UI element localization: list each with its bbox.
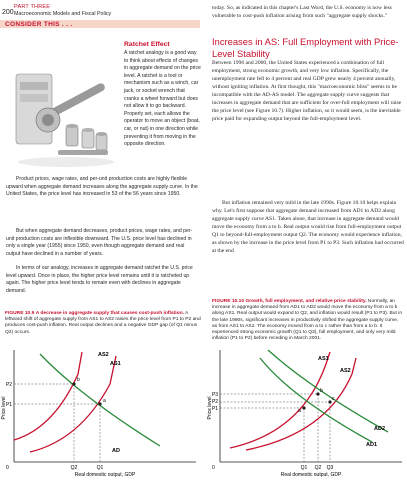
- point-a: [302, 406, 305, 409]
- consider-paragraph-2: Product prices, wage rates, and per-unit production costs are highly flexible upward when aggregate demand increases along the aggregate supply curve. In the United States, the price level has increased in 53 of the 56 years since 1950.: [6, 176, 198, 198]
- q3-tick: Q3: [326, 465, 334, 471]
- x-axis-label: Real domestic output, GDP: [280, 472, 342, 478]
- ad2-label: AD2: [374, 426, 386, 432]
- origin-label: 0: [212, 465, 215, 471]
- ad2-curve: [268, 350, 388, 432]
- as1-label: AS1: [318, 356, 329, 362]
- ad-label: AD: [112, 448, 120, 454]
- p2-tick: P2: [211, 399, 219, 405]
- figure-10-9-text: A leftward shift of aggregate supply from AS1 to AS2 raises the price level from P1 to P2 and produces cost-push inflation. Real output declines and a negative GDP gap (of Q1 minus Q2) occurs.: [5, 311, 201, 335]
- point-a: [98, 402, 101, 405]
- ratchet-effect-title: Ratchet Effect: [124, 41, 170, 48]
- q1-tick: Q1: [300, 465, 308, 471]
- ratchet-wrench-image: [8, 34, 118, 172]
- body-paragraph-1: Between 1996 and 2000, the United States experienced a combination of full employment, strong economic growth, and very low inflation. Specifically, the unemployment rate fell to 4 percent and real GDP grew nearly 4 percent annually, without igniting inflation. At first thought, this "macroeconomic bliss" seems to be incompatible with the AD-AS model. The aggregate supply curve suggests that increases in aggregate demand that are sufficient for over-full employment will raise the price level (see Figure 10.7). Higher inflation, so it would seem, is the inevitable price paid for expanding output beyond the full-employment level.: [212, 60, 402, 122]
- body-paragraph-2: But inflation remained very mild in the late 1990s. Figure 10.10 helps explain why. Let's first suppose that aggregate demand increased from AD1 to AD2 along aggregate supply curve AS1. Taken alone, that increase in aggregate demand would move the economy from a to b. Real output would rise from full-employment output Q1 to beyond-full-employment output Q2. The economy would experience inflation, as shown by the increase in the price level from P1 to P3. Such inflation had occurred at the end: [212, 200, 404, 254]
- x-axis-label: Real domestic output, GDP: [74, 472, 136, 478]
- figure-10-9-label: FIGURE 10.9: [5, 311, 35, 316]
- point-c-label: c: [332, 396, 335, 402]
- q1-tick: Q1: [96, 465, 104, 471]
- consider-paragraph-4: In terms of our analogy, increases in aggregate demand ratchet the U.S. price level upward. Once in place, the higher price level remains until it is ratcheted up again. The higher price level tends to remain even with declines in aggregate demand.: [6, 265, 193, 294]
- q2-tick: Q2: [70, 465, 78, 471]
- p3-tick: P3: [211, 392, 219, 398]
- figure-10-9-graph: [0, 348, 200, 478]
- figure-10-10-label: FIGURE 10.10: [212, 299, 245, 304]
- figure-10-9-caption: [5, 311, 205, 336]
- consider-this-label: CONSIDER THIS . . .: [5, 21, 73, 28]
- point-a-label: a: [103, 398, 106, 404]
- p1-tick: P1: [211, 406, 219, 412]
- as2-label: AS2: [340, 368, 351, 374]
- as2-curve: [14, 352, 82, 440]
- point-b-label: b: [77, 377, 80, 383]
- y-axis-label: Price level: [207, 396, 213, 420]
- figure-10-10-graph: [206, 348, 406, 478]
- as2-label: AS2: [98, 352, 109, 358]
- book-title: Macroeconomic Models and Fiscal Policy: [14, 11, 112, 17]
- origin-label: 0: [6, 465, 9, 471]
- section-heading: Increases in AS: Full Employment with Price-Level Stability: [212, 36, 399, 59]
- as1-label: AS1: [110, 361, 121, 367]
- figure-10-10-caption: [212, 299, 404, 342]
- ad1-label: AD1: [366, 442, 378, 448]
- page-number: 200: [2, 9, 14, 16]
- figure-10-9-title: A decrease in aggregate supply that causes cost-push inflation.: [35, 311, 184, 316]
- part-label: PART THREE: [14, 4, 51, 10]
- consider-paragraph-3: But when aggregate demand decreases, product prices, wage rates, and per-unit production costs are inflexible downward. The U.S. price level has declined in only a single year (1955) since 1950, even though aggregate demand and real output have declined in a number of years.: [6, 228, 193, 257]
- p1-tick: P1: [5, 402, 13, 408]
- p2-tick: P2: [5, 382, 13, 388]
- point-b: [72, 382, 75, 385]
- as1-curve: [230, 352, 330, 448]
- q2-tick: Q2: [314, 465, 322, 471]
- figure-10-10-text: Normally, an increase in aggregate demand from AD1 to AD2 would move the economy from a to b along AS1. Real output would expand to Q2, and inflation would result (P1 to P3). But in the late 1990s, significant increases in productivity shifted the aggregate supply curve, as from AS1 to AS2. The economy moved from a to c rather than from a to b. It experienced strong economic growth (Q1 to Q3), full employment, and only very mild inflation (P1 to P2) before receding in March 2001.: [212, 299, 403, 342]
- point-b-label: b: [320, 388, 323, 394]
- y-axis-label: Price level: [1, 396, 7, 420]
- figure-10-10-title: Growth, full employment, and relative price stability.: [245, 299, 367, 304]
- ratchet-paragraph-1: A ratchet analogy is a good way to think about effects of changes in aggregate demand on the price level. A ratchet is a tool or mechanism such as a winch, car jack, or socket wrench that cranks a wheel forward but does not allow it to go backward. Properly set, each allows the operator to move an object (boat, car, or nut) in one direction while preventing it from moving in the opposite direction.: [124, 50, 201, 148]
- intro-paragraph: today. So, as indicated in this chapter's Last Word, the U.S. economy is now less vulnerable to cost-push inflation arising from such "aggregate supply shocks.": [212, 5, 392, 19]
- point-a-label: a: [298, 408, 301, 414]
